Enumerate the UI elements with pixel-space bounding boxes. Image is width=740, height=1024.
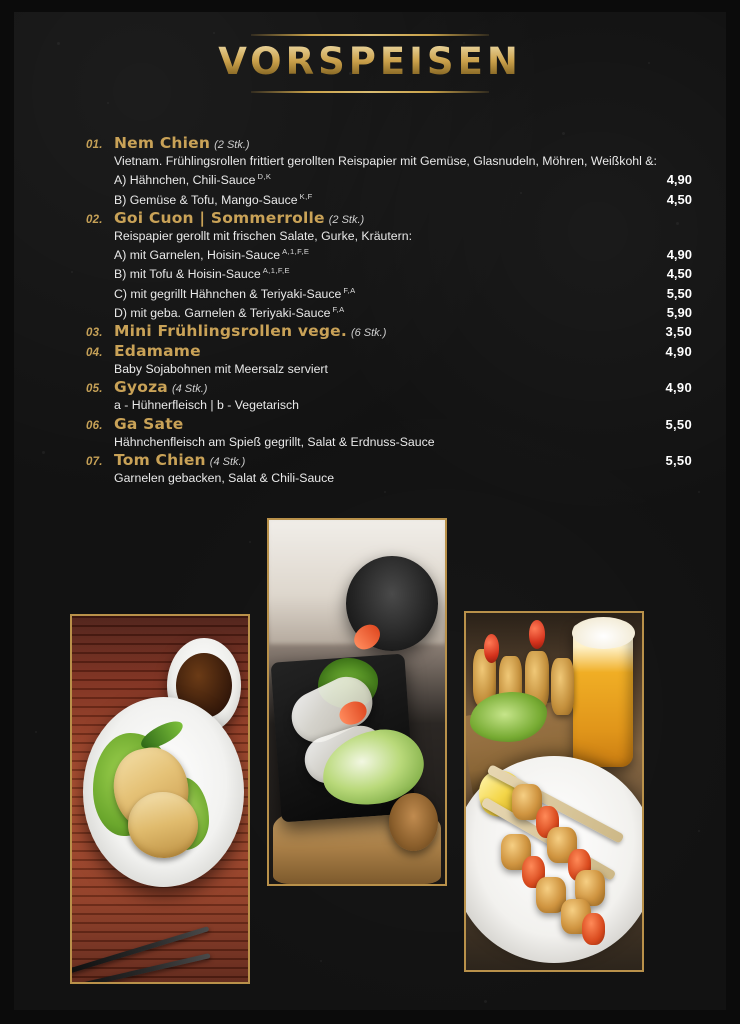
title-rule-top <box>251 34 489 36</box>
option-text: A) mit Garnelen, Hoisin-Sauce <box>114 248 281 263</box>
menu-item <box>86 415 692 450</box>
item-name: Ga Sate <box>114 414 184 433</box>
photo-fried-spring-roll-plate <box>70 614 250 984</box>
item-name: Gyoza <box>114 378 168 397</box>
option-price: 4,90 <box>666 172 692 188</box>
item-name: Nem Chien <box>114 134 211 152</box>
menu-item <box>86 342 692 377</box>
photo-summer-rolls-slate <box>267 518 447 886</box>
menu-item <box>86 134 692 208</box>
option-price: 4,50 <box>666 191 692 207</box>
menu-sheet <box>14 12 726 1010</box>
option-allergens: F,A <box>343 285 356 295</box>
item-description: Baby Sojabohnen mit Meersalz serviert <box>114 362 328 377</box>
item-description: Garnelen gebacken, Salat & Chili-Sauce <box>114 470 335 485</box>
item-quantity: (6 Stk.) <box>350 327 387 340</box>
item-price: 4,90 <box>665 380 692 396</box>
option-text: D) mit geba. Garnelen & Teriyaki-Sauce <box>114 305 331 320</box>
menu-item <box>86 378 692 413</box>
menu-list <box>86 134 692 487</box>
item-option <box>86 169 692 188</box>
menu-item <box>86 209 692 321</box>
item-price: 5,50 <box>665 452 692 468</box>
item-option <box>86 283 692 302</box>
option-price: 5,90 <box>666 304 692 320</box>
item-quantity: (2 Stk.) <box>328 213 365 226</box>
option-allergens: D,K <box>257 172 272 182</box>
item-description: a - Hühnerfleisch | b - Vegetarisch <box>114 398 300 413</box>
item-number: 03. <box>86 327 103 340</box>
page-title-block <box>14 34 726 93</box>
item-name: Mini Frühlingsrollen vege. <box>114 322 347 341</box>
item-quantity: (4 Stk.) <box>209 455 246 468</box>
item-name: Edamame <box>114 342 201 361</box>
option-price: 4,90 <box>666 247 692 263</box>
menu-item <box>86 451 692 486</box>
option-text: A) Hähnchen, Chili-Sauce <box>114 173 256 188</box>
item-option <box>86 263 692 282</box>
option-text: B) mit Tofu & Hoisin-Sauce <box>114 267 261 282</box>
item-price: 4,90 <box>665 344 692 360</box>
page-title: VORSPEISEN <box>14 41 726 86</box>
photo-gallery <box>14 512 726 1010</box>
item-number: 04. <box>86 347 103 360</box>
item-option <box>86 244 692 263</box>
item-price: 3,50 <box>665 324 692 340</box>
item-number: 02. <box>86 213 103 226</box>
menu-item <box>86 322 692 341</box>
title-rule-bottom <box>251 91 489 93</box>
item-number: 07. <box>86 455 103 468</box>
item-quantity: (2 Stk.) <box>214 139 250 151</box>
item-number: 05. <box>86 383 103 396</box>
item-description: Vietnam. Frühlingsrollen frittiert gerollten Reispapier mit Gemüse, Glasnudeln, Möhren, Weißkohl &: <box>114 154 657 168</box>
item-description: Reispapier gerollt mit frischen Salate, Gurke, Kräutern: <box>114 228 412 243</box>
option-price: 4,50 <box>666 266 692 282</box>
item-number: 01. <box>86 139 103 151</box>
option-allergens: F,A <box>332 304 345 314</box>
item-name: Tom Chien <box>114 450 206 469</box>
option-text: C) mit gegrillt Hähnchen & Teriyaki-Sauce <box>114 286 342 301</box>
item-quantity: (4 Stk.) <box>171 383 208 396</box>
item-price: 5,50 <box>665 416 692 432</box>
option-text: B) Gemüse & Tofu, Mango-Sauce <box>114 192 298 207</box>
item-name: Goi Cuon | Sommerrolle <box>114 208 325 227</box>
option-allergens: A,1,F,E <box>282 247 310 256</box>
item-option <box>86 189 692 208</box>
photo-chicken-skewers-beer <box>464 611 644 972</box>
option-allergens: K,F <box>299 191 313 201</box>
option-price: 5,50 <box>666 285 692 301</box>
item-description: Hähnchenfleisch am Spieß gegrillt, Salat & Erdnuss-Sauce <box>114 434 435 449</box>
item-number: 06. <box>86 419 103 432</box>
item-option <box>86 302 692 321</box>
option-allergens: A,1,F,E <box>262 266 290 276</box>
